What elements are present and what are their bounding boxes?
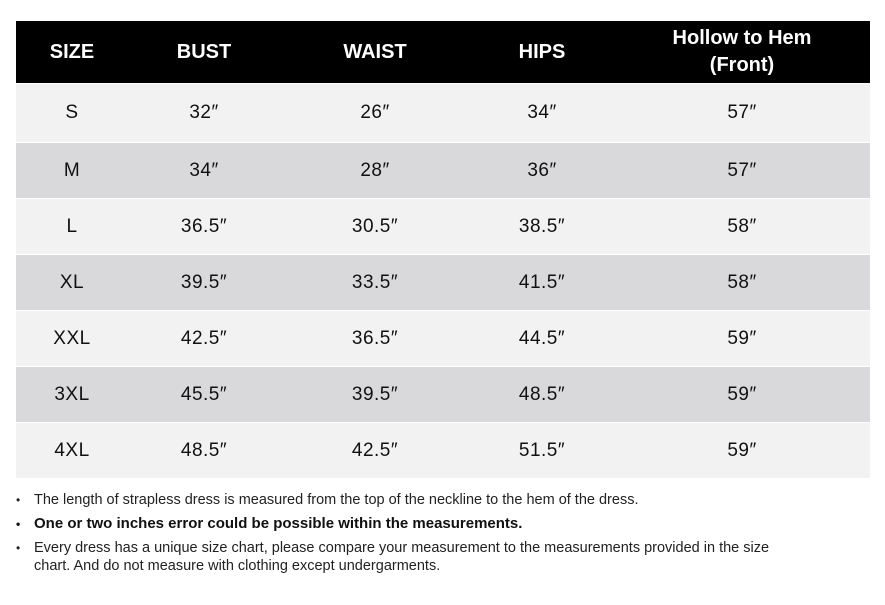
header-hips: HIPS — [518, 40, 566, 63]
table-row — [16, 367, 870, 422]
cell-size: 3XL — [54, 383, 90, 405]
cell-waist: 28″ — [360, 159, 390, 181]
cell-bust: 39.5″ — [180, 271, 228, 293]
cell-waist: 36.5″ — [351, 327, 399, 349]
cell-hips: 51.5″ — [518, 439, 566, 461]
note-item — [16, 491, 876, 509]
cell-hem: 57″ — [727, 102, 757, 123]
table-row — [16, 84, 870, 142]
cell-size: XL — [59, 271, 85, 293]
cell-hips: 34″ — [527, 102, 557, 123]
table-header-row — [16, 21, 870, 83]
cell-bust: 36.5″ — [180, 215, 228, 237]
cell-hem: 59″ — [727, 383, 757, 405]
cell-waist: 26″ — [360, 102, 390, 123]
cell-hips: 36″ — [527, 159, 557, 181]
header-hem-line2: (Front) — [709, 54, 775, 76]
cell-bust: 42.5″ — [180, 327, 228, 349]
cell-hem: 58″ — [727, 215, 757, 237]
cell-waist: 39.5″ — [351, 383, 399, 405]
bullet-icon: • — [16, 541, 21, 555]
table-row — [16, 311, 870, 366]
cell-size: M — [63, 159, 81, 181]
header-waist: WAIST — [343, 40, 407, 63]
cell-bust: 32″ — [189, 102, 219, 123]
table-row — [16, 255, 870, 310]
bullet-icon: • — [16, 493, 21, 507]
table-row — [16, 199, 870, 254]
note-text: Every dress has a unique size chart, please compare your measurement to the measurements provided in the size chart. And do not measure with clothing except undergarments. — [34, 540, 770, 574]
cell-hem: 58″ — [727, 271, 757, 293]
header-size: SIZE — [49, 40, 95, 63]
cell-size: L — [66, 215, 78, 237]
size-chart-table — [16, 21, 870, 479]
note-item — [16, 539, 876, 575]
cell-bust: 34″ — [189, 159, 219, 181]
size-notes — [16, 491, 876, 581]
cell-size: 4XL — [54, 439, 90, 461]
table-row — [16, 423, 870, 478]
header-bust: BUST — [176, 40, 232, 63]
cell-waist: 33.5″ — [351, 271, 399, 293]
cell-hem: 59″ — [727, 439, 757, 461]
note-text: One or two inches error could be possible within the measurements. — [34, 515, 523, 532]
cell-hips: 41.5″ — [518, 271, 566, 293]
cell-size: XXL — [53, 327, 91, 349]
cell-hips: 48.5″ — [518, 383, 566, 405]
cell-waist: 30.5″ — [351, 215, 399, 237]
cell-size: S — [65, 102, 79, 123]
cell-hem: 57″ — [727, 159, 757, 181]
bullet-icon: • — [16, 517, 21, 531]
cell-bust: 45.5″ — [180, 383, 228, 405]
cell-hips: 38.5″ — [518, 215, 566, 237]
cell-hem: 59″ — [727, 327, 757, 349]
note-item-emphasis — [16, 515, 876, 533]
header-hem-line1: Hollow to Hem — [672, 27, 812, 49]
note-text: The length of strapless dress is measured from the top of the neckline to the hem of the dress. — [34, 492, 639, 508]
cell-bust: 48.5″ — [180, 439, 228, 461]
header-hollow-to-hem — [614, 21, 870, 83]
table-row — [16, 143, 870, 198]
cell-hips: 44.5″ — [518, 327, 566, 349]
cell-waist: 42.5″ — [351, 439, 399, 461]
